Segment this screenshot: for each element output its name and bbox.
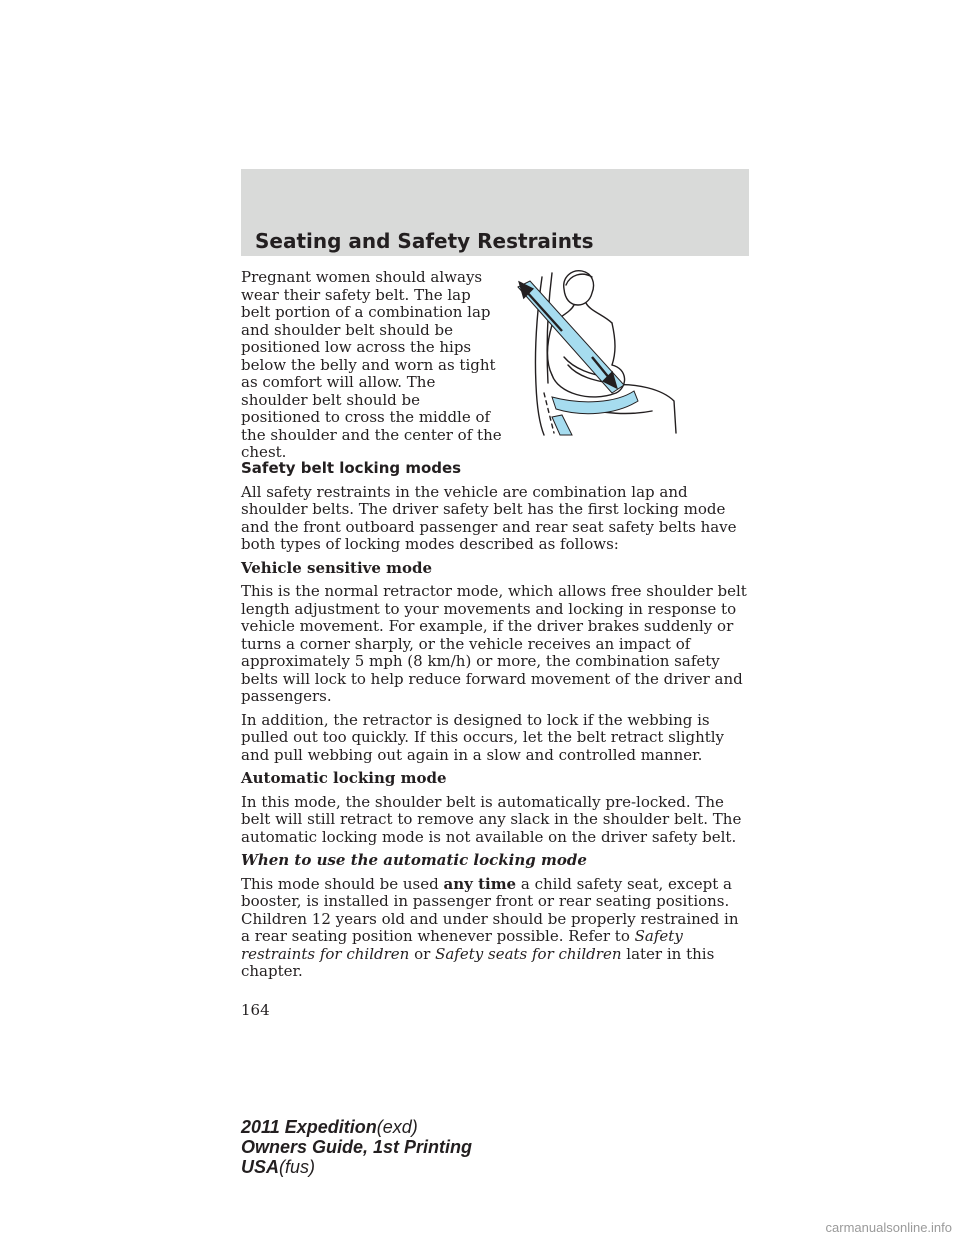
when-text-1: This mode should be used — [241, 874, 444, 893]
reference-safety-restraints-for-children: Safety restraints for children — [241, 927, 683, 963]
when-text-4: later in this chapter. — [241, 944, 715, 980]
document-footer — [241, 1117, 472, 1177]
footer-line-1 — [241, 1117, 472, 1137]
vehicle-sensitive-paragraph-2: In addition, the retractor is designed to lock if the webbing is pulled out too quickly. If this occurs, let the belt retract slightly and pull webbing out again in a slow and controlled manner. — [241, 710, 725, 764]
pregnant-woman-seatbelt-icon — [512, 265, 684, 437]
intro-paragraph: Pregnant women should always wear their safety belt. The lap belt portion of a combination lap and shoulder belt should be positioned low across the hips below the belly and worn as tight as comfort will allow. The shoulder belt should be positioned to cross the middle of the shoulder and the center of the chest. — [241, 268, 502, 461]
footer-model-code: (exd) — [376, 1117, 418, 1137]
when-text-2: a child safety seat, except a booster, is installed in passenger front or rear seating positions. Children 12 years old and under should be properly restrained in a rear seating position whenever possible. Refer to — [241, 874, 739, 945]
automatic-locking-paragraph: In this mode, the shoulder belt is automatically pre-locked. The belt will still retract to remove any slack in the shoulder belt. The automatic locking mode is not available on the driver safety belt. — [241, 792, 742, 846]
when-emphasis: any time — [443, 874, 517, 893]
when-to-use-paragraph — [241, 876, 751, 981]
footer-market: USA — [241, 1157, 280, 1177]
body-text — [241, 460, 751, 987]
footer-market-code: (fus) — [279, 1157, 316, 1177]
footer-line-2: Owners Guide, 1st Printing — [241, 1137, 473, 1157]
watermark: carmanualsonline.info — [825, 1220, 952, 1235]
vehicle-sensitive-paragraph-1: This is the normal retractor mode, which allows free shoulder belt length adjustment to your movements and locking in response to vehicle movement. For example, if the driver brakes suddenly or turns a corner sharply, or the vehicle receives an impact of approximately 5 mph (8 km/h) or more, the combination safety belts will lock to help reduce forward movement of the driver and passengers. — [241, 582, 747, 705]
automatic-locking-heading: Automatic locking mode — [241, 769, 447, 787]
locking-modes-paragraph: All safety restraints in the vehicle are combination lap and shoulder belts. The driver safety belt has the first locking mode and the front outboard passenger and rear seat safety belts have both types of locking modes described as follows: — [241, 482, 737, 553]
vehicle-sensitive-heading: Vehicle sensitive mode — [241, 558, 433, 577]
when-text-3: or — [409, 944, 436, 963]
locking-modes-heading: Safety belt locking modes — [241, 459, 462, 477]
when-to-use-heading: When to use the automatic locking mode — [241, 851, 587, 869]
page-number: 164 — [241, 1001, 270, 1019]
footer-model: 2011 Expedition — [241, 1117, 377, 1137]
footer-line-3 — [241, 1157, 472, 1177]
section-title: Seating and Safety Restraints — [255, 229, 594, 253]
reference-safety-seats-for-children: Safety seats for children — [435, 944, 622, 963]
